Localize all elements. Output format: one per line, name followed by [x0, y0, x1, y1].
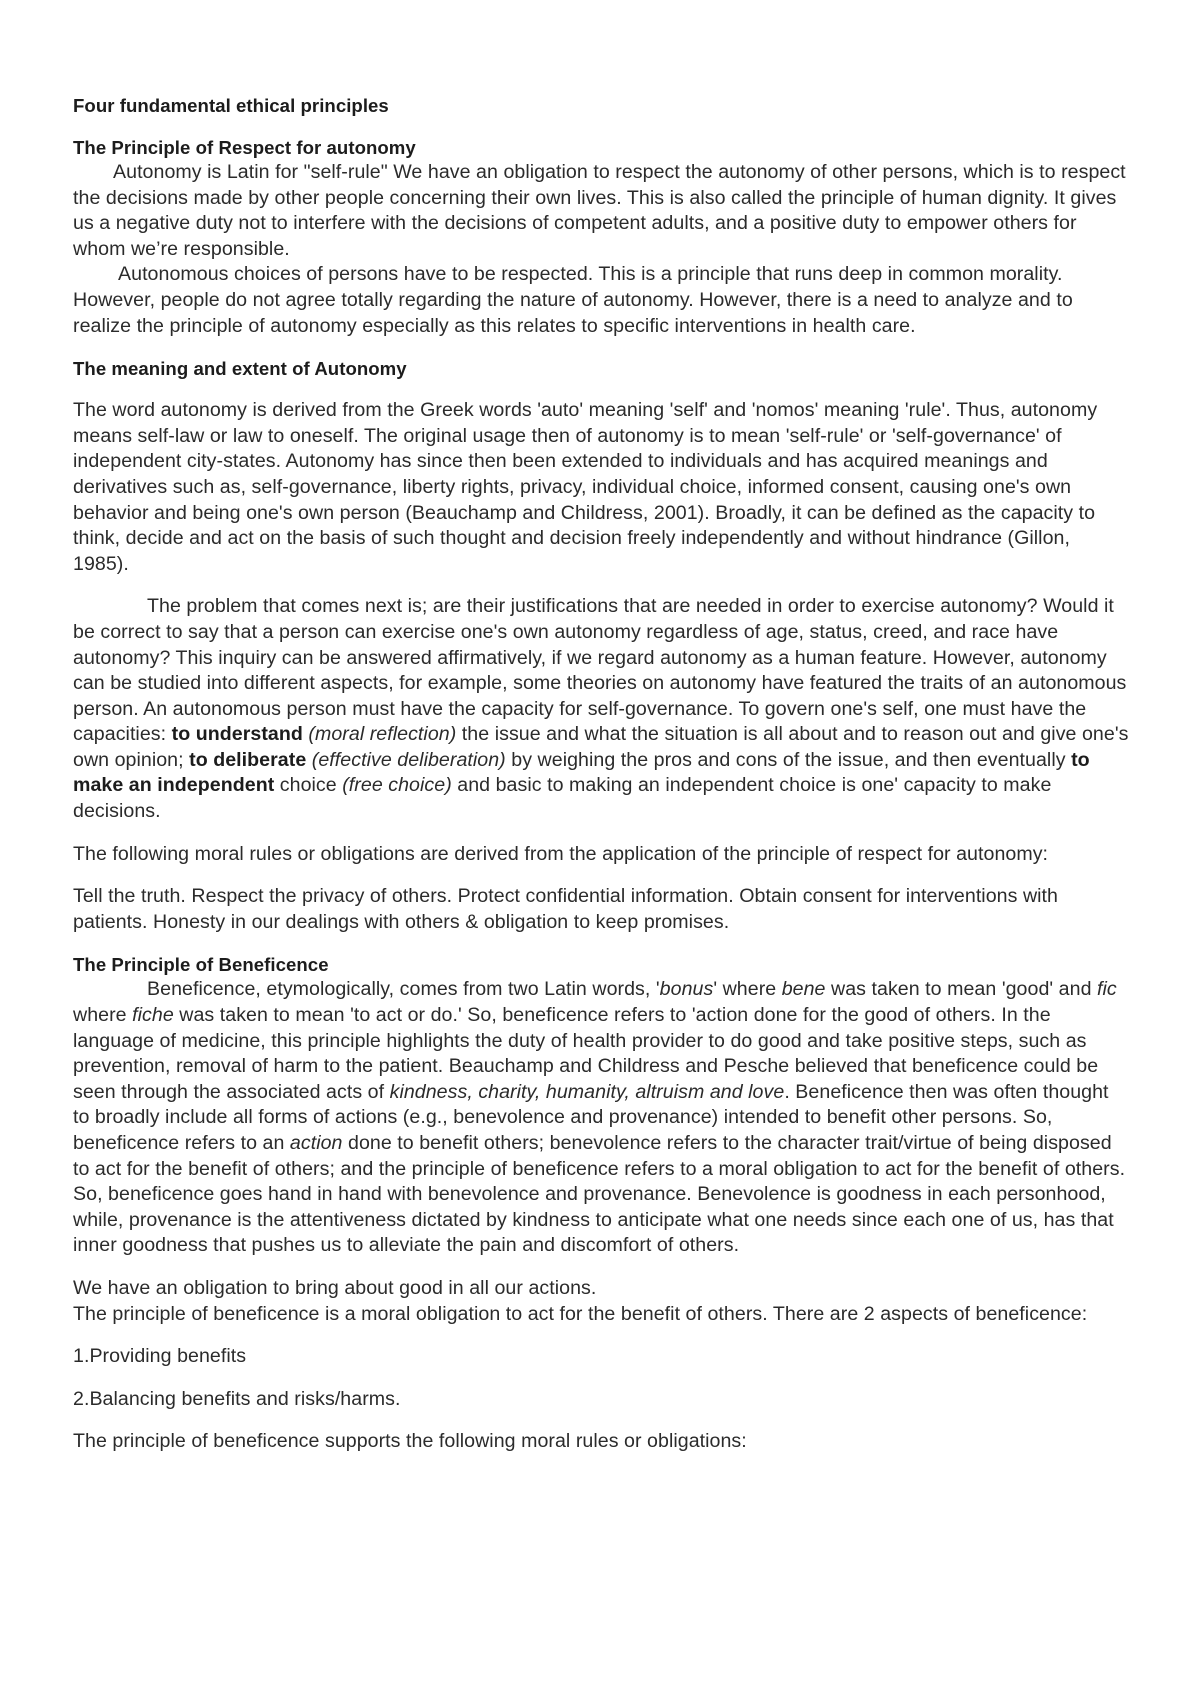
- bold-term-make-independent: to make an independent: [73, 748, 1090, 797]
- text-run: done to benefit others; benevolence refers to the character trait/virtue of being disposed to act for the benefit of others; and the principle of beneficence refers to a moral obligation to act for the benefit of others. So, beneficence goes hand in hand with benevolence and provenance. Benevolence is goodness in each personhood, while, provenance is the attentiveness dictated by kindness to anticipate what one needs since each one of us, has that inner goodness that pushes us to alleviate the pain and discomfort of others.: [73, 1132, 1126, 1257]
- italic-term-free-choice: (free choice): [342, 774, 452, 797]
- text-run: ' where: [713, 978, 782, 1001]
- text-run: the issue and what the situation is all about and to reason out and give one's own opinion;: [73, 723, 1129, 771]
- paragraph-autonomy-capacities: [73, 594, 1130, 824]
- paragraph-moral-rules-intro: The following moral rules or obligations are derived from the application of the principle of respect for autonomy:: [73, 842, 1049, 865]
- list-item-balancing-benefits: 2.Balancing benefits and risks/harms.: [73, 1387, 401, 1410]
- italic-term-moral-reflection: (moral reflection): [308, 723, 457, 746]
- italic-term-effective-deliberation: (effective deliberation): [311, 748, 506, 771]
- text-run: choice: [274, 774, 343, 797]
- section-heading-beneficence: The Principle of Beneficence: [73, 954, 329, 976]
- italic-term-fic: fic: [1097, 978, 1117, 1001]
- paragraph-beneficence-aspects: The principle of beneficence is a moral obligation to act for the benefit of others. There are 2 aspects of beneficence:: [73, 1302, 1088, 1325]
- italic-term-kindness-list: kindness, charity, humanity, altruism and love: [389, 1080, 785, 1103]
- list-item-providing-benefits: 1.Providing benefits: [73, 1345, 247, 1368]
- italic-term-action: action: [289, 1132, 343, 1154]
- text-run: where: [73, 1004, 133, 1027]
- text-run: was taken to mean 'good' and: [825, 978, 1098, 1001]
- text-run: was taken to mean 'to act or do.' So, beneficence refers to 'action done for the good of others. In the language of medicine, this principle highlights the duty of health provider to do good and take positive steps, such as prevention, removal of harm to the patient. Beauchamp and Childress and Pesche believed that beneficence could be seen through the associated acts of: [73, 1004, 1099, 1103]
- text-run: The problem that comes next is; are their justifications that are needed in order to exercise autonomy? Would it be correct to say that a person can exercise one's own autonomy regardless of age, status, creed, and race have autonomy? This inquiry can be answered affirmatively, if we regard autonomy as a human feature. However, autonomy can be studied into different aspects, for example, some theories on autonomy have featured the traits of an autonomous person. An autonomous person must have the capacity for self-governance. To govern one's self, one must have the capacities:: [73, 595, 1127, 746]
- italic-term-bene: bene: [781, 978, 826, 1001]
- text-run: Beneficence, etymologically, comes from two Latin words, ': [147, 978, 660, 1001]
- section-heading-respect-for-autonomy: The Principle of Respect for autonomy: [73, 137, 416, 158]
- paragraph-autonomy-definition: Autonomy is Latin for "self-rule" We have an obligation to respect the autonomy of other persons, which is to respect the decisions made by other people concerning their own lives. This is also called the principle of human dignity. It gives us a negative duty not to interfere with the decisions of competent adults, and a positive duty to empower others for whom we’re responsible.: [73, 161, 1126, 260]
- document-title: Four fundamental ethical principles: [73, 95, 389, 116]
- paragraph-autonomy-obligations: Tell the truth. Respect the privacy of others. Protect confidential information. Obtain consent for interventions with patients. Honesty in our dealings with others & obligation to keep promises.: [73, 885, 1058, 933]
- text-run: and basic to making an independent choice is one' capacity to make decisions.: [73, 774, 1052, 823]
- text-run: by weighing the pros and cons of the issue, and then eventually: [505, 748, 1072, 771]
- paragraph-obligation-good: We have an obligation to bring about good in all our actions.: [73, 1276, 597, 1299]
- italic-term-fiche: fiche: [132, 1004, 174, 1027]
- bold-term-deliberate: to deliberate: [189, 748, 307, 771]
- paragraph-beneficence-etymology: [73, 977, 1130, 1259]
- text-run: . Beneficence then was often thought to broadly include all forms of actions (e.g., benevolence and provenance) intended to benefit other persons. So, beneficence refers to an: [73, 1080, 1109, 1154]
- paragraph-autonomy-etymology: The word autonomy is derived from the Greek words 'auto' meaning 'self' and 'nomos' meaning 'rule'. Thus, autonomy means self-law or law to oneself. The original usage then of autonomy is to mean 'self-rule' or 'self-governance' of independent city-states. Autonomy has since then been extended to individuals and has acquired meanings and derivatives such as, self-governance, liberty rights, privacy, individual choice, informed consent, causing one's own behavior and being one's own person (Beauchamp and Childress, 2001). Broadly, it can be defined as the capacity to think, decide and act on the basis of such thought and decision freely independently and without hindrance (Gillon, 1985).: [73, 399, 1098, 575]
- paragraph-beneficence-rules-intro: The principle of beneficence supports the following moral rules or obligations:: [73, 1430, 747, 1453]
- italic-term-bonus: bonus: [659, 978, 714, 1001]
- section-heading-meaning-of-autonomy: The meaning and extent of Autonomy: [73, 358, 407, 380]
- bold-term-understand: to understand: [171, 723, 303, 746]
- paragraph-autonomous-choices: Autonomous choices of persons have to be respected. This is a principle that runs deep in common morality. However, people do not agree totally regarding the nature of autonomy. However, there is a need to analyze and to realize the principle of autonomy especially as this relates to specific interventions in health care.: [73, 263, 1073, 337]
